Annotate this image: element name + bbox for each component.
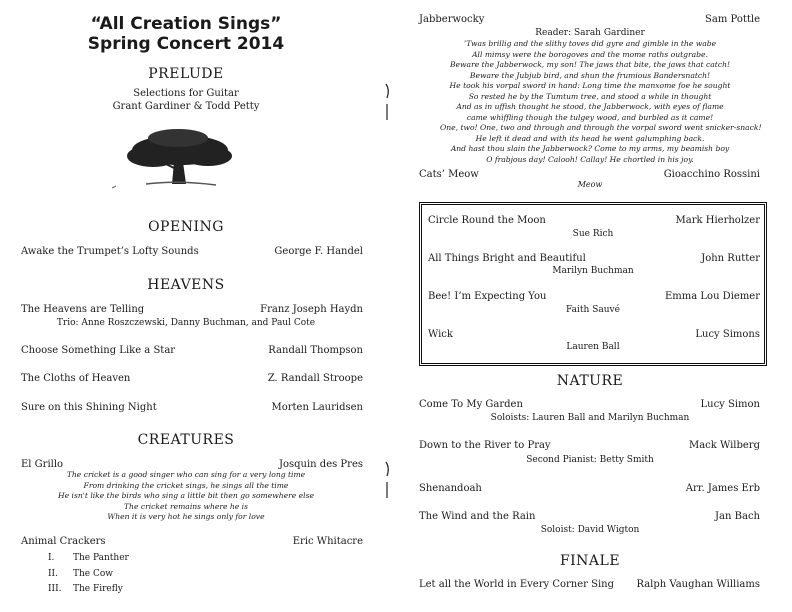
grillo-verse: [36, 470, 336, 523]
boxed-composer-3: Lucy Simons: [695, 329, 760, 340]
heavens-title-0: The Heavens are Telling: [21, 304, 145, 315]
boxed-soloist-2: Faith Sauvé: [566, 305, 620, 315]
nature-note-0: Soloists: Lauren Ball and Marilyn Buchman: [490, 413, 690, 423]
jabberwocky-reader: Reader: Sarah Gardiner: [535, 28, 645, 38]
program-title-line2: Spring Concert 2014: [87, 34, 285, 54]
boxed-soloist-0: Sue Rich: [572, 229, 614, 239]
crackers-part-name: The Panther: [73, 553, 129, 563]
nature-title-2: Shenandoah: [419, 483, 482, 494]
opening-title-0: Awake the Trumpet’s Lofty Sounds: [21, 246, 199, 257]
boxed-composer-2: Emma Lou Diemer: [665, 291, 760, 302]
heavens-title-1: Choose Something Like a Star: [21, 345, 176, 356]
heavens-composer-3: Morten Lauridsen: [271, 402, 363, 413]
boxed-title-3: Wick: [428, 329, 453, 340]
fold-mark: [383, 460, 393, 500]
crackers-part-name: The Cow: [73, 569, 113, 579]
crackers-title: Animal Crackers: [21, 536, 106, 547]
creatures-heading: CREATURES: [137, 432, 235, 448]
boxed-title-0: Circle Round the Moon: [428, 215, 546, 226]
nature-title-1: Down to the River to Pray: [419, 440, 551, 451]
grillo-verse-line: He isn't like the birds who sing a little bit then go somewhere else: [58, 491, 314, 500]
heavens-title-2: The Cloths of Heaven: [21, 373, 131, 384]
prelude-line2: Grant Gardiner & Todd Petty: [112, 101, 260, 112]
nature-title-3: The Wind and the Rain: [419, 511, 536, 522]
jabberwocky-composer: Sam Pottle: [705, 14, 760, 25]
heavens-heading: HEAVENS: [147, 277, 225, 293]
finale-composer-0: Ralph Vaughan Williams: [636, 579, 760, 590]
boxed-composer-1: John Rutter: [701, 253, 760, 264]
jabberwocky-verse-line: All mimsy were the borogoves and the mome raths outgrabe.: [472, 49, 708, 59]
jabberwocky-verse-line: He took his vorpal sword in hand: Long time the manxome foe he sought: [449, 81, 731, 90]
jabberwocky-verse-line: O frabjous day! Calooh! Callay! He chortled in his joy.: [486, 154, 694, 164]
jabberwocky-verse-line: So rested he by the Tumtum tree, and stood a while in thought: [468, 91, 712, 101]
grillo-verse-line: The cricket remains where he is: [123, 501, 249, 511]
grillo-verse-line: From drinking the cricket sings, he sings all the time: [83, 480, 289, 490]
nature-note-3: Soloist: David Wigton: [540, 525, 640, 535]
nature-composer-2: Arr. James Erb: [685, 483, 760, 494]
crackers-part-num: I.: [48, 553, 55, 563]
jabberwocky-verse-line: came whiffling though the tulgey wood, and burbled as it came!: [466, 112, 714, 122]
heavens-composer-1: Randall Thompson: [268, 345, 363, 356]
tree-icon: [108, 126, 248, 192]
heavens-note-0: Trio: Anne Roszczewski, Danny Buchman, and Paul Cote: [56, 318, 316, 328]
jabberwocky-title: Jabberwocky: [419, 14, 485, 25]
grillo-verse-line: When it is very hot he sings only for love: [107, 512, 265, 521]
opening-heading: OPENING: [148, 219, 224, 235]
nature-composer-3: Jan Bach: [715, 511, 760, 522]
grillo-composer: Josquin des Pres: [278, 459, 363, 470]
boxed-title-2: Bee! I’m Expecting You: [428, 291, 547, 302]
jabberwocky-verse-line: And as in uffish thought he stood, the Jabberwock, with eyes of flame: [456, 102, 724, 111]
program-title-line1: “All Creation Sings”: [90, 14, 282, 34]
boxed-soloist-3: Lauren Ball: [566, 342, 620, 352]
heavens-composer-0: Franz Joseph Haydn: [260, 304, 363, 315]
jabberwocky-verse-line: One, two! One, two and through and through the vorpal sword went snicker-snack!: [440, 123, 762, 132]
cats-note: Meow: [577, 180, 603, 189]
fold-mark: [383, 82, 393, 122]
cats-title: Cats’ Meow: [419, 169, 479, 180]
crackers-part-name: The Firefly: [73, 584, 123, 594]
nature-composer-0: Lucy Simon: [700, 399, 760, 410]
jabberwocky-verse-line: And hast thou slain the Jabberwock? Come to my arms, my beamish boy: [450, 144, 730, 153]
jabberwocky-verse-line: Beware the Jabberwock, my son! The jaws that bite, the jaws that catch!: [449, 60, 731, 69]
boxed-title-1: All Things Bright and Beautiful: [428, 253, 586, 264]
finale-title-0: Let all the World in Every Corner Sing: [419, 579, 614, 590]
crackers-part-num: III.: [48, 584, 62, 594]
boxed-soloist-1: Marilyn Buchman: [552, 266, 634, 276]
finale-heading: FINALE: [559, 553, 621, 569]
heavens-composer-2: Z. Randall Stroope: [267, 373, 363, 384]
nature-note-1: Second Pianist: Betty Smith: [526, 455, 654, 465]
jabberwocky-verse-line: Beware the Jubjub bird, and shun the frumious Bandersnatch!: [469, 70, 711, 80]
boxed-composer-0: Mark Hierholzer: [675, 215, 760, 226]
prelude-line1: Selections for Guitar: [133, 88, 239, 99]
crackers-composer: Eric Whitacre: [292, 536, 363, 547]
crackers-part-num: II.: [48, 569, 58, 579]
opening-composer-0: George F. Handel: [274, 246, 363, 257]
jabberwocky-verse-line: ’Twas brillig and the slithy toves did gyre and gimble in the wabe: [463, 39, 717, 48]
jabberwocky-verse: [440, 39, 762, 165]
nature-heading: NATURE: [556, 373, 624, 389]
grillo-title: El Grillo: [21, 459, 64, 470]
cats-composer: Gioacchino Rossini: [663, 169, 760, 180]
nature-composer-1: Mack Wilberg: [688, 440, 760, 451]
jabberwocky-verse-line: He left it dead and with its head he went galumphing back.: [475, 133, 705, 143]
nature-title-0: Come To My Garden: [419, 399, 523, 410]
prelude-heading: PRELUDE: [148, 66, 224, 82]
grillo-verse-line: The cricket is a good singer who can sing for a very long time: [66, 470, 306, 479]
heavens-title-3: Sure on this Shining Night: [21, 402, 157, 413]
